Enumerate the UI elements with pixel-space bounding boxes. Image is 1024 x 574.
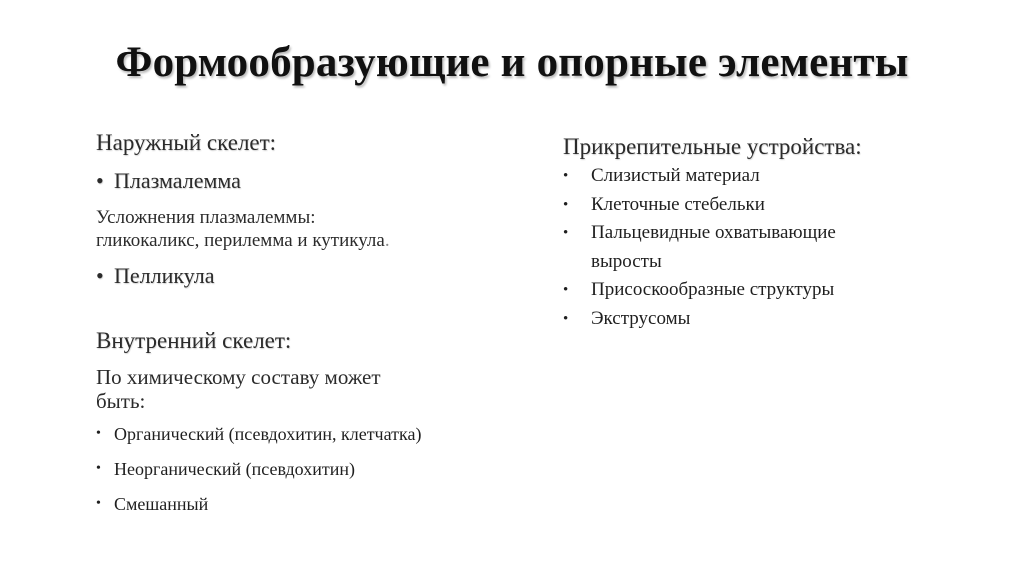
bullet-dot: • — [96, 426, 101, 441]
chemical-composition-description — [96, 365, 526, 413]
bullet-dot: • — [96, 263, 104, 288]
list-item — [563, 162, 983, 191]
bullet-dot: • — [96, 496, 101, 511]
bullet-dot: • — [96, 168, 104, 193]
list-item — [96, 458, 526, 480]
list-item — [563, 276, 983, 305]
list-item — [96, 423, 526, 445]
attachment-item-label: Присоскообразные структуры — [591, 279, 835, 300]
internal-skeleton-heading: Внутренний скелет: — [96, 328, 292, 353]
attachment-item-label: Пальцевидные охватывающие выросты — [591, 222, 836, 272]
left-column — [96, 128, 526, 515]
bullet-pellicle — [96, 262, 526, 290]
chemical-composition-line1: По химическому составу может — [96, 365, 381, 389]
list-item — [563, 305, 983, 334]
bullet-plasmalemma — [96, 167, 526, 195]
list-item — [563, 219, 911, 276]
slide-title: Формообразующие и опорные элементы — [115, 39, 909, 86]
bullet-pellicle-label: Пелликула — [114, 263, 215, 288]
attachment-item-label: Экструсомы — [591, 307, 691, 329]
bullet-dot: • — [563, 196, 569, 213]
bullet-dot: • — [563, 282, 569, 298]
bullet-dot: • — [96, 461, 101, 476]
attachment-item-label: Клеточные стебельки — [591, 193, 765, 215]
list-item — [563, 191, 983, 220]
attachment-devices-list — [563, 162, 983, 333]
composition-item-label: Органический (псевдохитин, клетчатка) — [114, 424, 422, 444]
attachment-devices-heading: Прикрепительные устройства: — [563, 134, 862, 159]
attachment-item-label: Слизистый материал — [591, 165, 760, 186]
plasmalemma-description — [96, 206, 526, 252]
bullet-dot: • — [563, 168, 569, 184]
bullet-dot: • — [563, 310, 569, 327]
chemical-composition-line2: быть: — [96, 389, 146, 413]
bullet-dot: • — [563, 225, 569, 241]
plasmalemma-description-line1: Усложнения плазмалеммы: — [96, 207, 316, 228]
composition-list — [96, 423, 526, 515]
plasmalemma-description-line2-end: . — [384, 230, 390, 251]
list-item — [96, 493, 526, 515]
plasmalemma-description-line2-text: гликокаликс, перилемма и кутикула — [96, 230, 385, 251]
right-column — [563, 132, 983, 333]
composition-item-label: Смешанный — [114, 494, 209, 514]
composition-item-label: Неорганический (псевдохитин) — [114, 459, 355, 479]
bullet-plasmalemma-label: Плазмалемма — [114, 168, 241, 193]
plasmalemma-description-line2 — [96, 229, 526, 252]
external-skeleton-heading: Наружный скелет: — [96, 130, 277, 155]
